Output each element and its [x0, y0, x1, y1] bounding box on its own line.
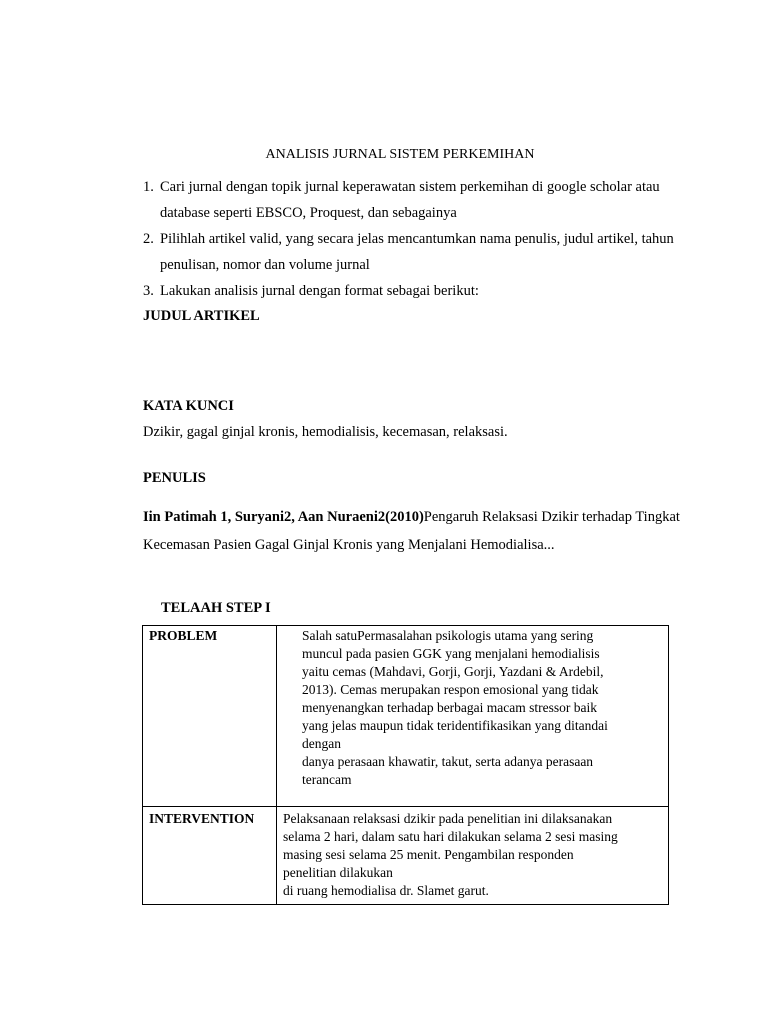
- instruction-item: [143, 278, 683, 304]
- document-title: ANALISIS JURNAL SISTEM PERKEMIHAN: [265, 147, 535, 162]
- instruction-number: 3.: [143, 283, 154, 299]
- authors-citation: [143, 503, 683, 559]
- row-label: PROBLEM: [143, 626, 277, 807]
- judul-artikel-heading: JUDUL ARTIKEL: [143, 308, 260, 324]
- content-line: Salah satuPermasalahan psikologis utama yang sering: [302, 628, 594, 643]
- content-line: dengan: [302, 736, 341, 751]
- telaah-step-heading: TELAAH STEP I: [161, 600, 271, 616]
- row-label: INTERVENTION: [143, 807, 277, 905]
- kata-kunci-text: Dzikir, gagal ginjal kronis, hemodialisis, kecemasan, relaksasi.: [143, 424, 508, 440]
- instruction-number: 1.: [143, 179, 154, 195]
- content-line: masing sesi selama 25 menit. Pengambilan responden: [283, 847, 574, 862]
- instruction-item: [143, 174, 683, 226]
- authors-names: Iin Patimah 1, Suryani2, Aan Nuraeni2(2010): [143, 509, 424, 525]
- instruction-item: [143, 226, 683, 278]
- content-line: terancam: [302, 772, 352, 787]
- instruction-text: Pilihlah artikel valid, yang secara jelas mencantumkan nama penulis, judul artikel, tahun penulisan, nomor dan volume jurnal: [160, 231, 674, 273]
- content-line: yang jelas maupun tidak teridentifikasikan yang ditandai: [302, 718, 608, 733]
- review-table: [142, 625, 669, 905]
- table-row: [143, 807, 669, 905]
- row-content: [277, 626, 669, 807]
- content-line: penelitian dilakukan: [283, 865, 393, 880]
- instruction-text: Lakukan analisis jurnal dengan format sebagai berikut:: [160, 283, 479, 299]
- row-content: [277, 807, 669, 905]
- instruction-number: 2.: [143, 231, 154, 247]
- content-line: 2013). Cemas merupakan respon emosional yang tidak: [302, 682, 599, 697]
- article-title: Pengaruh Relaksasi Dzikir terhadap Tingkat Kecemasan Pasien Gagal Ginjal Kronis yang Menjalani Hemodialisa...: [143, 509, 680, 553]
- content-line: muncul pada pasien GGK yang menjalani hemodialisis: [302, 646, 600, 661]
- content-line: di ruang hemodialisa dr. Slamet garut.: [283, 883, 489, 898]
- content-line: menyenangkan terhadap berbagai macam stressor baik: [302, 700, 598, 715]
- instruction-list: [143, 174, 683, 304]
- instruction-text: Cari jurnal dengan topik jurnal keperawatan sistem perkemihan di google scholar atau database seperti EBSCO, Proquest, dan sebagainya: [160, 179, 660, 221]
- kata-kunci-heading: KATA KUNCI: [143, 398, 234, 414]
- table-row: [143, 626, 669, 807]
- content-line: yaitu cemas (Mahdavi, Gorji, Gorji, Yazdani & Ardebil,: [302, 664, 604, 679]
- content-line: Pelaksanaan relaksasi dzikir pada penelitian ini dilaksanakan: [283, 811, 613, 826]
- penulis-heading: PENULIS: [143, 470, 206, 486]
- content-line: danya perasaan khawatir, takut, serta adanya perasaan: [302, 754, 594, 769]
- content-line: selama 2 hari, dalam satu hari dilakukan selama 2 sesi masing: [283, 829, 618, 844]
